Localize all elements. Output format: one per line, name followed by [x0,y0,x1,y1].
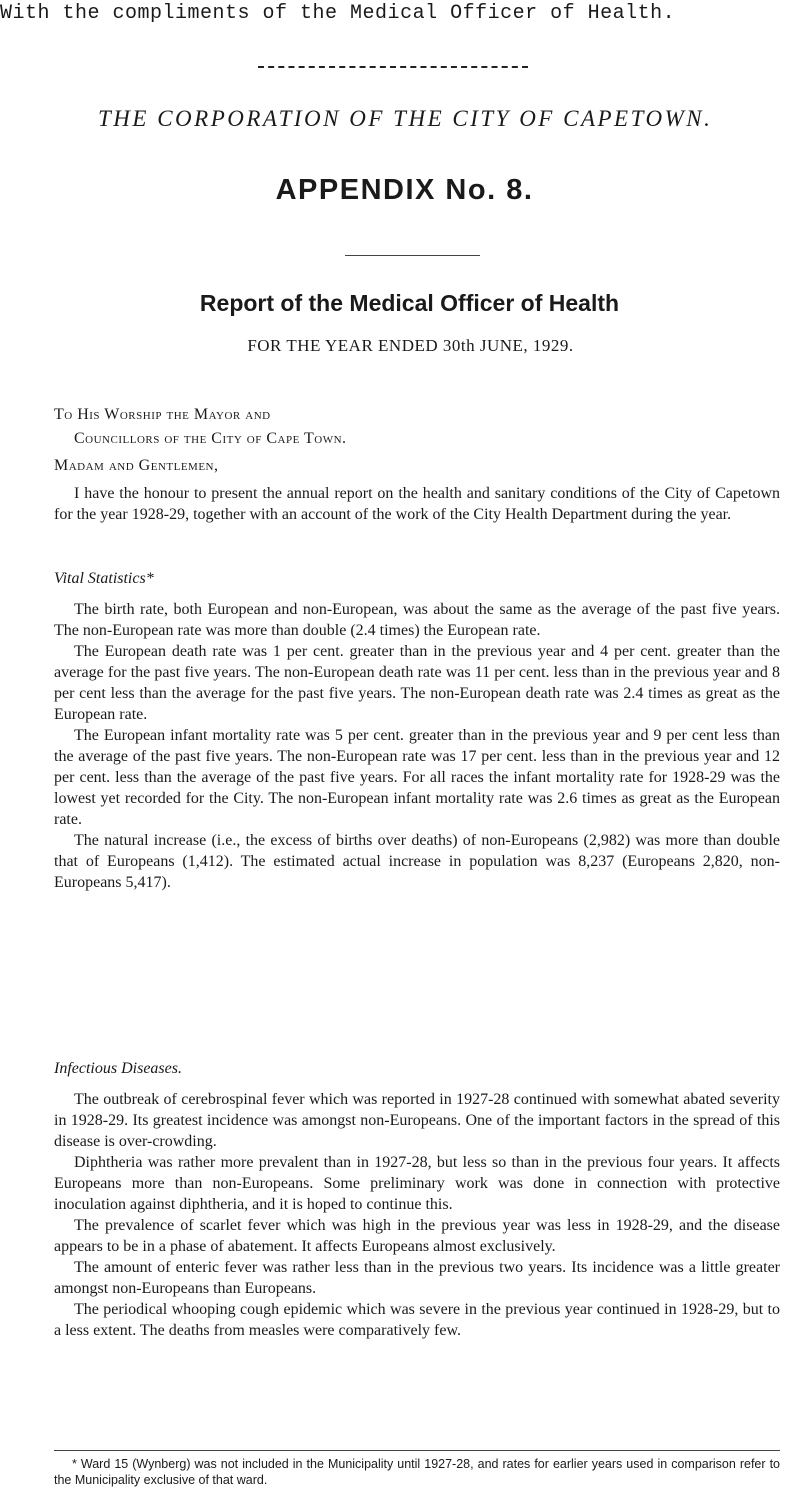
footnote: * Ward 15 (Wynberg) was not included in the Municipality until 1927-28, and rates for earlier years used in comparison refer to the Municipality exclusive of that ward. [54,1457,780,1487]
vital-statistics-section [54,599,780,893]
vital-statistics-heading: Vital Statistics* [54,570,154,587]
disease-paragraph: The outbreak of cerebrospinal fever which was reported in 1927-28 continued with somewhat abated severity in 1928-29. Its greatest incidence was amongst non-Europeans. One of the important factors in the spread of this disease is over-crowding. [54,1091,780,1150]
appendix-divider [345,255,480,256]
salutation: Madam and Gentlemen, [54,457,219,474]
intro-paragraph [54,483,780,525]
corporation-title: THE CORPORATION OF THE CITY OF CAPETOWN. [98,106,713,131]
footnote-divider [54,1450,780,1451]
vital-paragraph: The European infant mortality rate was 5 per cent. greater than in the previous year and 9 per cent less than the average of the past five years. The non-European rate was 17 per cent. less than in the previous year and 12 per cent. less than the average of the past five years. For all races the infant mortality rate for 1928-29 was the lowest yet recorded for the City. The non-European infant mortality rate was 2.6 times as great as the European rate. [54,727,780,828]
infectious-diseases-section [54,1089,780,1341]
report-subtitle: FOR THE YEAR ENDED 30th JUNE, 1929. [247,336,574,355]
intro-text: I have the honour to present the annual report on the health and sanitary conditions of the City of Capetown for the year 1928-29, together with an account of the work of the City Health Department during the year. [54,485,780,523]
disease-paragraph: The amount of enteric fever was rather less than in the previous two years. Its incidence was a little greater amongst non-Europeans than Europeans. [54,1259,780,1297]
vital-paragraph: The natural increase (i.e., the excess of births over deaths) of non-Europeans (2,982) was more than double that of Europeans (1,412). The estimated actual increase in population was 8,237 (Europeans 2,820, non-Europeans 5,417). [54,832,780,891]
addressee-line-1: To His Worship the Mayor and [54,406,271,423]
disease-paragraph: The periodical whooping cough epidemic which was severe in the previous year continued in 1928-29, but to a less extent. The deaths from measles were comparatively few. [54,1301,780,1339]
appendix-title: APPENDIX No. 8. [275,174,534,206]
disease-paragraph: The prevalence of scarlet fever which was high in the previous year was less in 1928-29, and the disease appears to be in a phase of abatement. It affects Europeans almost exclusively. [54,1217,780,1255]
dashed-divider [258,66,528,68]
addressee-line-2: Councillors of the City of Cape Town. [74,430,347,447]
disease-paragraph: Diphtheria was rather more prevalent than in 1927-28, but less so than in the previous four years. It affects Europeans more than non-Europeans. Some preliminary work was done in connection with protective inoculation against diphtheria, and it is hoped to continue this. [54,1154,780,1213]
report-title: Report of the Medical Officer of Health [199,290,620,316]
addressee [54,403,347,451]
vital-paragraph: The birth rate, both European and non-European, was about the same as the average of the past five years. The non-European rate was more than double (2.4 times) the European rate. [54,601,780,639]
infectious-diseases-heading: Infectious Diseases. [54,1060,182,1077]
vital-paragraph: The European death rate was 1 per cent. greater than in the previous year and 4 per cent. greater than the average for the past five years. The non-European death rate was 11 per cent. less than in the previous year and 8 per cent less than the average for the past five years. The non-European death rate was 2.4 times as great as the European rate. [54,643,780,723]
compliments-line: With the compliments of the Medical Officer of Health. [0,2,676,25]
